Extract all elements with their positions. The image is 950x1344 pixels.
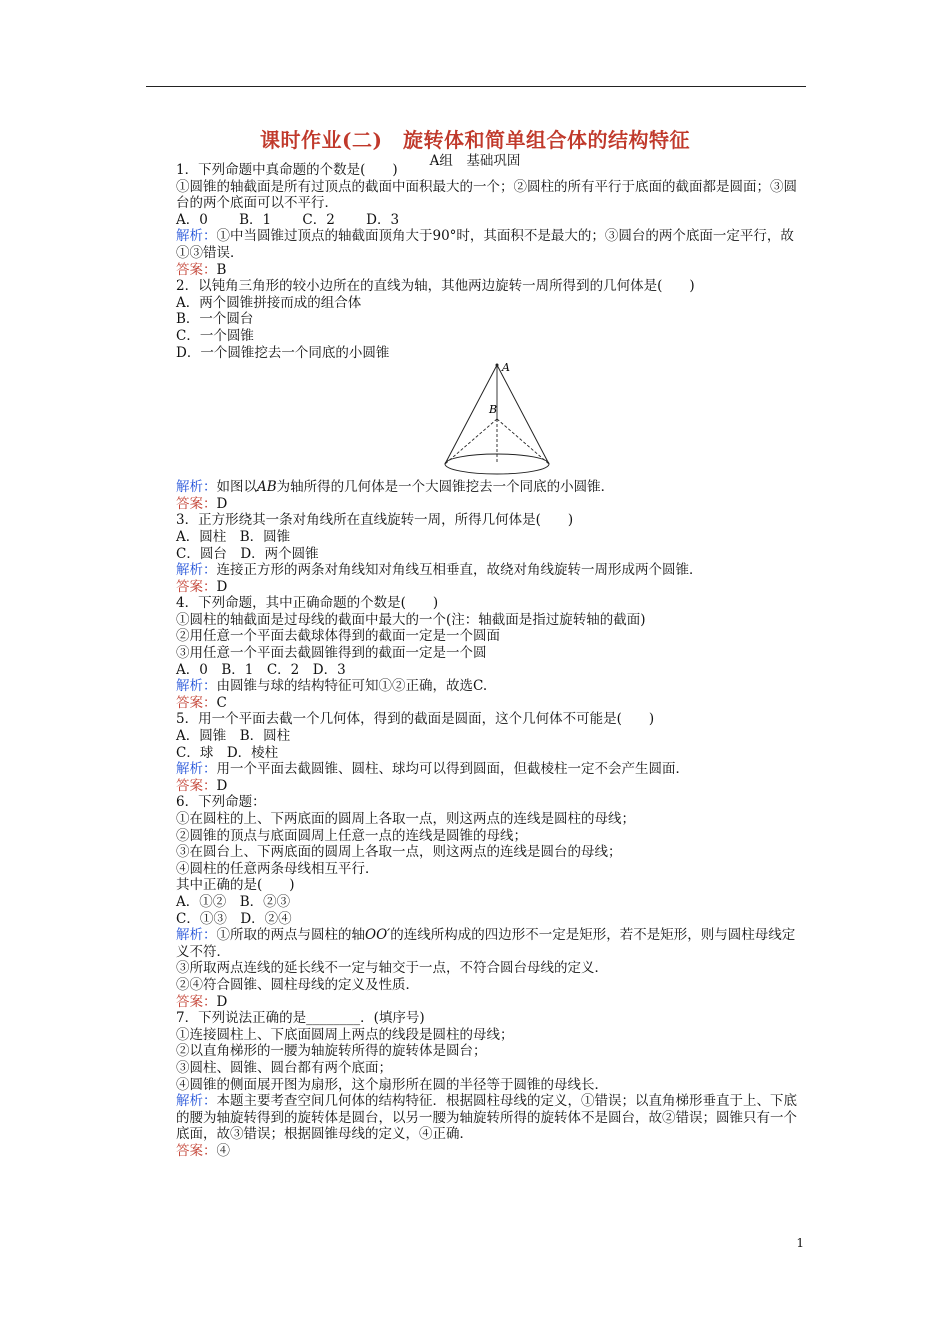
question-2-analysis: 解析：如图以AB为轴所得的几何体是一个大圆锥挖去一个同底的小圆锥． bbox=[176, 479, 615, 496]
question-4-statement-3: ③用任意一个平面去截圆锥得到的截面一定是一个圆 bbox=[176, 645, 487, 662]
page-number: 1 bbox=[796, 1236, 804, 1250]
answer-label: 答案： bbox=[176, 495, 217, 512]
analysis-label: 解析： bbox=[176, 562, 217, 579]
question-1-answer: 答案：B bbox=[176, 261, 227, 278]
question-3-options-cd: C．圆台 D．两个圆锥 bbox=[176, 545, 319, 562]
document-body bbox=[146, 162, 808, 1159]
question-2-option-b: B．一个圆台 bbox=[176, 311, 254, 328]
question-4: 4．下列命题，其中正确命题的个数是( ) bbox=[176, 595, 439, 612]
answer-label: 答案： bbox=[176, 694, 217, 711]
question-6-analysis: 解析：①所取的两点与圆柱的轴OO′的连线所构成的四边形不一定是矩形，若不是矩形，则与圆柱母线定义不符． bbox=[176, 927, 796, 960]
question-1-options: A．0 B．1 C．2 D．3 bbox=[176, 211, 400, 228]
question-6-analysis-2: ③所取两点连线的延长线不一定与轴交于一点，不符合圆台母线的定义． bbox=[176, 960, 608, 977]
question-4-statement-2: ②用任意一个平面去截球体得到的截面一定是一个圆面 bbox=[176, 628, 500, 645]
header-rule bbox=[146, 86, 806, 87]
question-7-statement-3: ③圆柱、圆锥、圆台都有两个底面； bbox=[176, 1059, 392, 1076]
section-heading: A组 基础巩固 bbox=[429, 153, 521, 169]
question-7-analysis: 解析：本题主要考查空间几何体的结构特征．根据圆柱母线的定义，①错误；以直角梯形垂直于上、下底的腰为轴旋转得到的旋转体是圆台，以另一腰为轴旋转所得的旋转体不是圆台，故②错误；圆锥只有一个底面，故③错误；根据圆锥母线的定义，④正确． bbox=[176, 1093, 797, 1143]
question-7-answer: 答案：④ bbox=[176, 1142, 230, 1159]
question-2-option-c: C．一个圆锥 bbox=[176, 327, 254, 344]
question-3-analysis: 解析：连接正方形的两条对角线知对角线互相垂直，故绕对角线旋转一周形成两个圆锥． bbox=[176, 562, 703, 579]
point-b-label: B bbox=[489, 403, 498, 417]
question-7-statement-2: ②以直角梯形的一腰为轴旋转所得的旋转体是圆台； bbox=[176, 1043, 487, 1060]
question-7-statement-4: ④圆锥的侧面展开图为扇形，这个扇形所在圆的半径等于圆锥的母线长． bbox=[176, 1076, 608, 1093]
question-6-statement-2: ②圆锥的顶点与底面圆周上任意一点的连线是圆锥的母线； bbox=[176, 827, 527, 844]
question-6: 6．下列命题： bbox=[176, 794, 266, 811]
question-6-options-cd: C．①③ D．②④ bbox=[176, 910, 292, 927]
question-6-statement-3: ③在圆台上、下两底面的圆周上各取一点，则这两点的连线是圆台的母线； bbox=[176, 844, 622, 861]
answer-label: 答案： bbox=[176, 1142, 217, 1159]
question-1-statements: ①圆锥的轴截面是所有过顶点的截面中面积最大的一个；②圆柱的所有平行于底面的截面都是圆面；③圆台的两个底面可以不平行． bbox=[176, 178, 797, 212]
question-4-options: A．0 B．1 C．2 D．3 bbox=[176, 661, 346, 678]
question-6-options-ab: A．①② B．②③ bbox=[176, 893, 291, 910]
question-6-prompt: 其中正确的是( ) bbox=[176, 877, 295, 894]
question-1: 1．下列命题中真命题的个数是( ) bbox=[176, 162, 398, 178]
analysis-label: 解析： bbox=[176, 927, 217, 944]
question-3-options-ab: A．圆柱 B．圆锥 bbox=[176, 528, 291, 545]
analysis-label: 解析： bbox=[176, 479, 217, 496]
nested-cone-diagram bbox=[442, 361, 552, 479]
question-4-analysis: 解析：由圆锥与球的结构特征可知①②正确，故选C. bbox=[176, 678, 488, 695]
question-7-statement-1: ①连接圆柱上、下底面圆周上两点的线段是圆柱的母线； bbox=[176, 1026, 514, 1043]
answer-label: 答案： bbox=[176, 578, 217, 595]
question-3: 3．正方形绕其一条对角线所在直线旋转一周，所得几何体是( ) bbox=[176, 512, 574, 529]
question-6-statement-1: ①在圆柱的上、下两底面的圆周上各取一点，则这两点的连线是圆柱的母线； bbox=[176, 811, 635, 827]
question-4-answer: 答案：C bbox=[176, 694, 227, 711]
question-5-answer: 答案：D bbox=[176, 777, 228, 794]
question-5: 5．用一个平面去截一个几何体，得到的截面是圆面，这个几何体不可能是( ) bbox=[176, 711, 655, 728]
question-6-statement-4: ④圆柱的任意两条母线相互平行． bbox=[176, 860, 379, 877]
analysis-label: 解析： bbox=[176, 761, 217, 778]
question-2-option-a: A．两个圆锥拼接而成的组合体 bbox=[176, 294, 362, 311]
analysis-label: 解析： bbox=[176, 1093, 217, 1110]
question-2: 2．以钝角三角形的较小边所在的直线为轴，其他两边旋转一周所得到的几何体是( ) bbox=[176, 278, 695, 295]
question-5-analysis: 解析：用一个平面去截圆锥、圆柱、球均可以得到圆面，但截棱柱一定不会产生圆面． bbox=[176, 761, 689, 778]
answer-label: 答案： bbox=[176, 777, 217, 794]
answer-label: 答案： bbox=[176, 261, 217, 278]
cone-figure bbox=[146, 361, 808, 479]
question-6-answer: 答案：D bbox=[176, 993, 228, 1010]
question-5-options-cd: C．球 D．棱柱 bbox=[176, 744, 279, 761]
analysis-label: 解析： bbox=[176, 228, 217, 245]
question-1-analysis: 解析：①中当圆锥过顶点的轴截面顶角大于90°时，其面积不是最大的；③圆台的两个底面一定平行，故①③错误． bbox=[176, 228, 794, 261]
question-7: 7．下列说法正确的是________．(填序号) bbox=[176, 1010, 425, 1027]
question-4-statement-1: ①圆柱的轴截面是过母线的截面中最大的一个(注：轴截面是指过旋转轴的截面) bbox=[176, 611, 646, 628]
page-title: 课时作业(二) 旋转体和简单组合体的结构特征 bbox=[260, 128, 690, 152]
question-3-answer: 答案：D bbox=[176, 578, 228, 595]
question-6-analysis-3: ②④符合圆锥、圆柱母线的定义及性质． bbox=[176, 976, 419, 993]
question-2-answer: 答案：D bbox=[176, 495, 228, 512]
point-a-label: A bbox=[502, 361, 510, 375]
question-5-options-ab: A．圆锥 B．圆柱 bbox=[176, 728, 291, 745]
analysis-label: 解析： bbox=[176, 678, 217, 695]
question-2-option-d: D．一个圆锥挖去一个同底的小圆锥 bbox=[176, 344, 390, 361]
answer-label: 答案： bbox=[176, 993, 217, 1010]
